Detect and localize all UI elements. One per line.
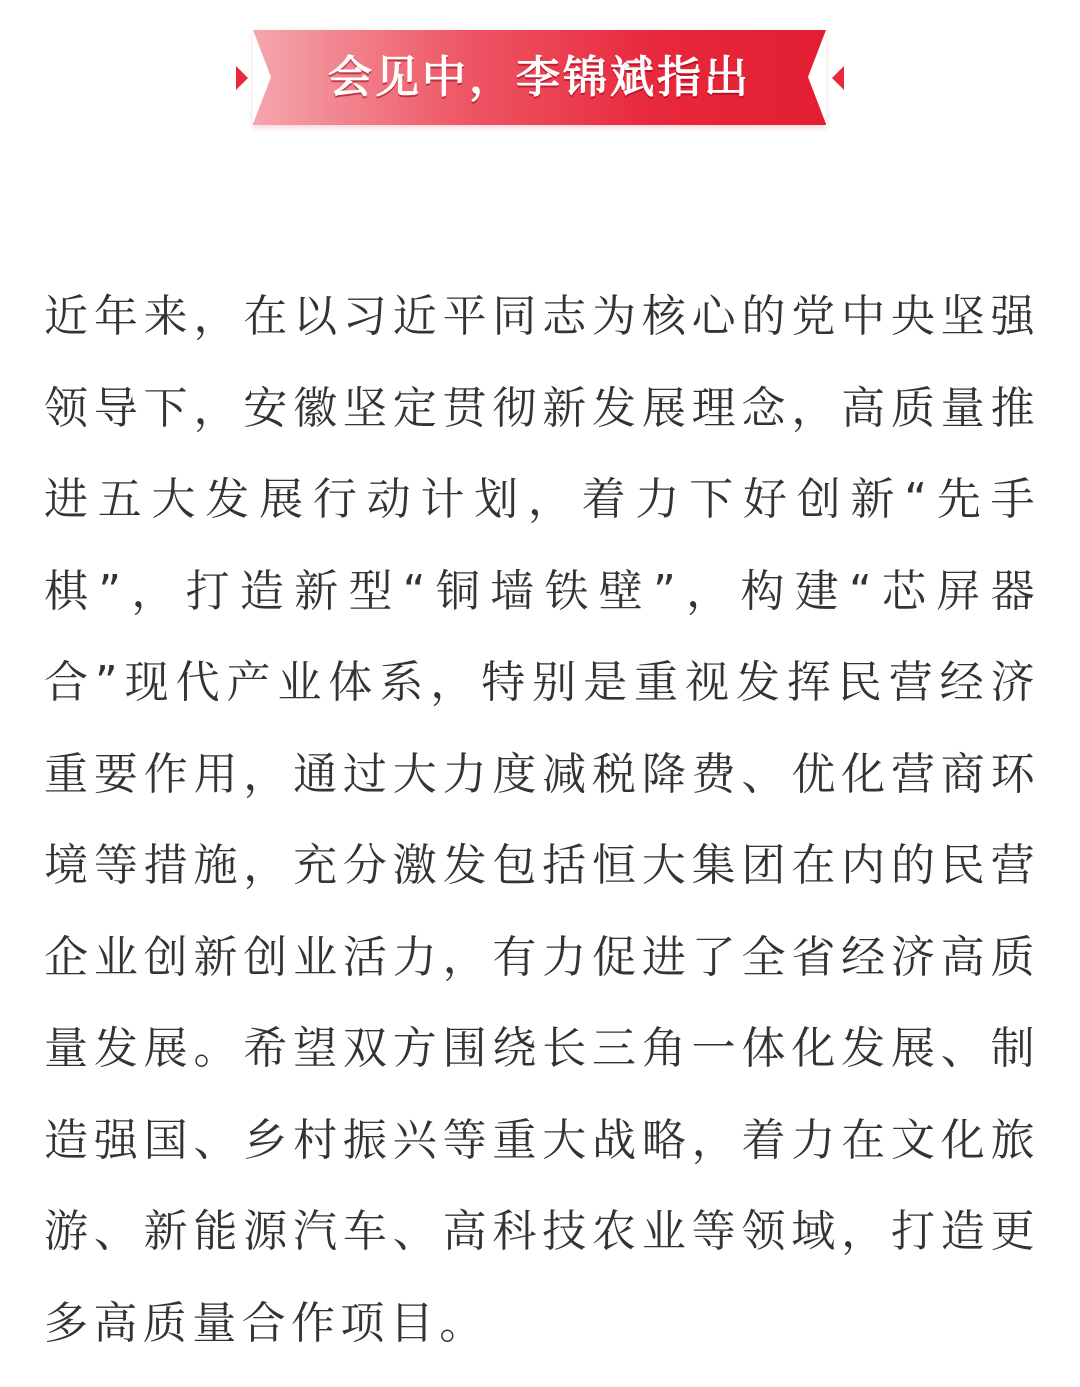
article-paragraph: 近年来，在以习近平同志为核心的党中央坚强领导下，安徽坚定贯彻新发展理念，高质量推进五大发展行动计划，着力下好创新“先手棋”，打造新型“铜墙铁壁”，构建“芯屏器合”现代产业体系，特别是重视发挥民营经济重要作用，通过大力度减税降费、优化营商环境等措施，充分激发包括恒大集团在内的民营企业创新创业活力，有力促进了全省经济高质量发展。希望双方围绕长三角一体化发展、制造强国、乡村振兴等重大战略，着力在文化旅游、新能源汽车、高科技农业等领域，打造更多高质量合作项目。 [44, 291, 1040, 1349]
section-header-banner [0, 0, 1080, 160]
banner-left-arrow-decoration [236, 66, 248, 90]
banner-title: 会见中，李锦斌指出 [328, 52, 751, 103]
banner-right-arrow-decoration [832, 66, 844, 90]
